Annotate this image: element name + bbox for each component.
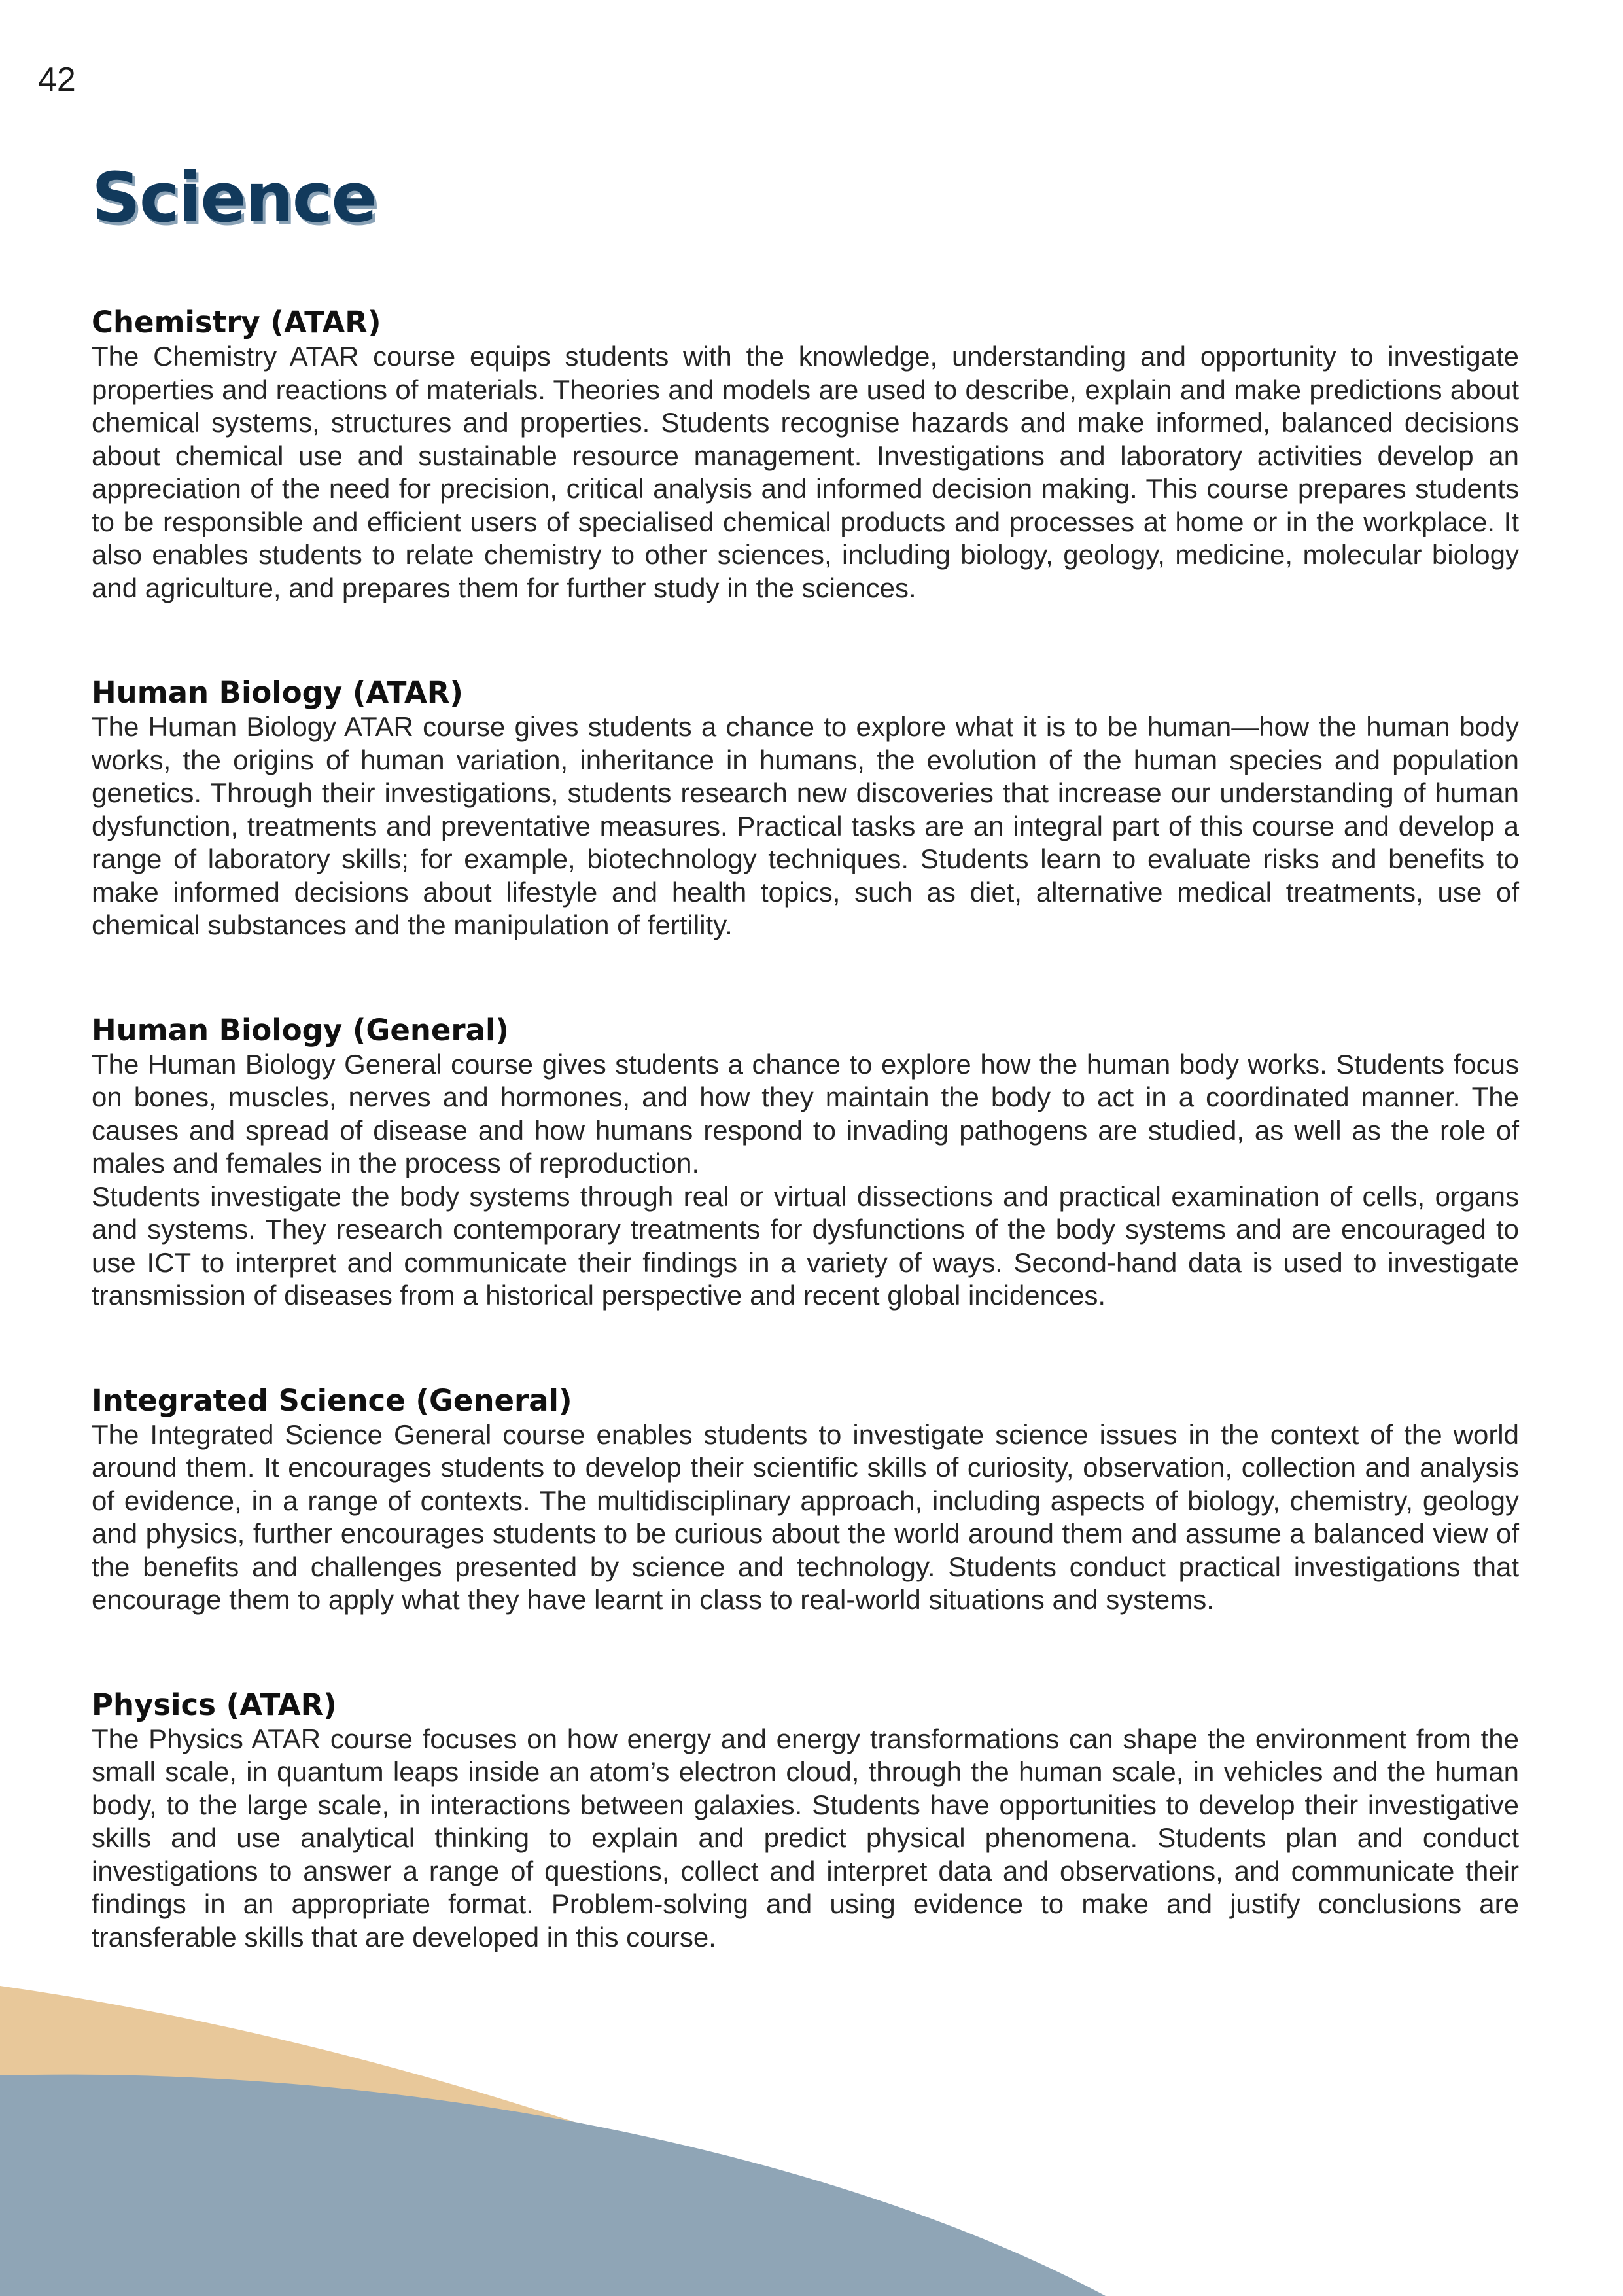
course-integrated-science-general bbox=[92, 1383, 1519, 1617]
course-description: The Human Biology General course gives students a chance to explore how the human body works. Students focus on bones, muscles, nerves and hormones, and how they maintain the body to act in a coordinated manner. The causes and spread of disease and how humans respond to invading pathogens are studied, as well as the role of males and females in the process of reproduction. bbox=[92, 1048, 1519, 1178]
course-heading: Physics (ATAR) bbox=[92, 1687, 337, 1722]
page-number: 42 bbox=[38, 61, 76, 99]
course-description: The Chemistry ATAR course equips students with the knowledge, understanding and opportunity to investigate properties and reactions of materials. Theories and models are used to describe, explain and make predictions about chemical systems, structures and properties. Students recognise hazards and make informed, balanced decisions about chemical use and sustainable resource management. Investigations and laboratory activities develop an appreciation of the need for precision, critical analysis and informed decision making. This course prepares students to be responsible and efficient users of specialised chemical products and processes at home or in the workplace. It also enables students to relate chemistry to other sciences, including biology, geology, medicine, molecular biology and agriculture, and prepares them for further study in the sciences. bbox=[92, 341, 1519, 603]
course-list bbox=[92, 305, 1519, 2024]
blue-wave-band bbox=[0, 2075, 1106, 2296]
course-physics-atar bbox=[92, 1687, 1519, 1954]
course-heading: Human Biology (ATAR) bbox=[92, 675, 463, 710]
course-description: The Physics ATAR course focuses on how energy and energy transformations can shape the environment from the small scale, in quantum leaps inside an atom’s electron cloud, through the human scale, in vehicles and the human body, to the large scale, in interactions between galaxies. Students have opportunities to develop their investigative skills and use analytical thinking to explain and predict physical phenomena. Students plan and conduct investigations to answer a range of questions, collect and interpret data and observations, and communicate their findings in an appropriate format. Problem-solving and using evidence to make and justify conclusions are transferable skills that are developed in this course. bbox=[92, 1723, 1519, 1952]
course-heading: Chemistry (ATAR) bbox=[92, 305, 381, 340]
course-human-biology-general bbox=[92, 1013, 1519, 1313]
page-title: Science bbox=[92, 158, 376, 238]
course-description: The Human Biology ATAR course gives students a chance to explore what it is to be human—how the human body works, the origins of human variation, inheritance in humans, the evolution of the human species and population genetics. Through their investigations, students research new discoveries that increase our understanding of human dysfunction, treatments and preventative measures. Practical tasks are an integral part of this course and develop a range of laboratory skills; for example, biotechnology techniques. Students learn to evaluate risks and benefits to make informed decisions about lifestyle and health topics, such as diet, alternative medical treatments, use of chemical substances and the manipulation of fertility. bbox=[92, 711, 1519, 940]
course-heading: Human Biology (General) bbox=[92, 1012, 509, 1048]
course-description-continued: Students investigate the body systems through real or virtual dissections and practical examination of cells, organs and systems. They research contemporary treatments for dysfunctions of the body systems and are encouraged to use ICT to interpret and communicate their findings in a variety of ways. Second-hand data is used to investigate transmission of diseases from a historical perspective and recent global incidences. bbox=[92, 1180, 1519, 1311]
course-description: The Integrated Science General course enables students to investigate science issues in the context of the world around them. It encourages students to develop their scientific skills of curiosity, observation, collection and analysis of evidence, in a range of contexts. The multidisciplinary approach, including aspects of biology, chemistry, geology and physics, further encourages students to be curious about the world around them and assume a balanced view of the benefits and challenges presented by science and technology. Students conduct practical investigations that encourage them to apply what they have learnt in class to real-world situations and systems. bbox=[92, 1419, 1519, 1615]
course-heading: Integrated Science (General) bbox=[92, 1383, 572, 1418]
course-chemistry-atar bbox=[92, 305, 1519, 605]
course-human-biology-atar bbox=[92, 675, 1519, 942]
